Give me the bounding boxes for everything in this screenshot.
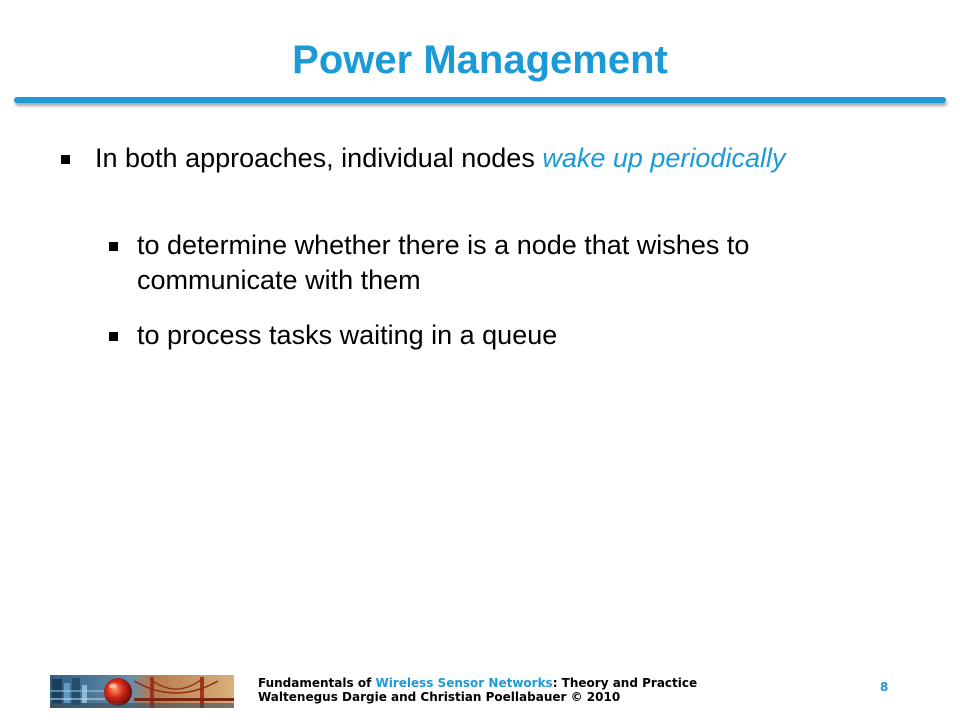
footer-line-1-highlight: Wireless Sensor Networks (375, 676, 553, 690)
bullet-item-3 (99, 318, 879, 353)
slide-title: Power Management (292, 38, 668, 82)
footer-line-1-prefix: Fundamentals of (258, 676, 376, 690)
bullet-text: to determine whether there is a node that wishes to communicate with them (137, 230, 750, 295)
bullet-text-plain: In both approaches, individual nodes (95, 143, 543, 173)
square-bullet-icon (109, 242, 118, 251)
page-number: 8 (880, 680, 889, 694)
bullet-item-2 (99, 228, 879, 298)
bullet-text (57, 141, 817, 176)
square-bullet-icon (61, 155, 70, 164)
footer-banner-image (50, 675, 234, 708)
square-bullet-icon (109, 332, 118, 341)
bullet-item-1 (57, 141, 817, 176)
footer-line-1-suffix: : Theory and Practice (552, 676, 698, 690)
footer-line-2: Waltenegus Dargie and Christian Poellabauer © 2010 (258, 690, 621, 704)
bullet-text-highlight: wake up periodically (542, 143, 786, 173)
bullet-text: to process tasks waiting in a queue (137, 320, 558, 350)
footer-credits (258, 676, 697, 704)
footer-line-1 (258, 676, 697, 690)
title-divider (14, 97, 946, 103)
